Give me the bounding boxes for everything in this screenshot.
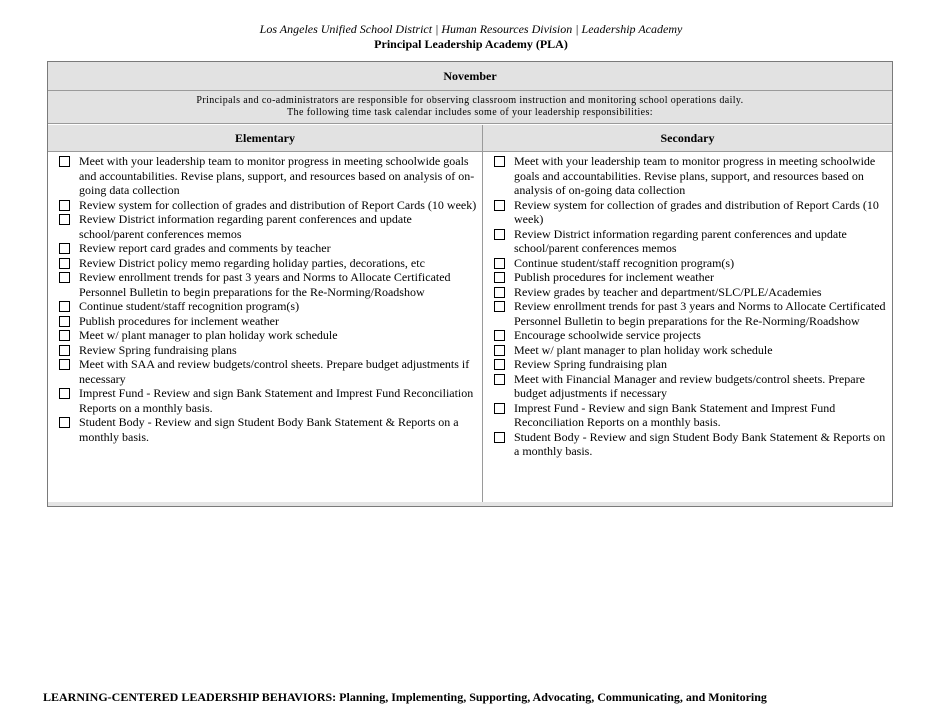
intro-text (48, 91, 892, 124)
checkbox[interactable] (494, 200, 505, 211)
task-text: Continue student/staff recognition program(s) (514, 255, 735, 270)
checkbox[interactable] (59, 272, 70, 283)
task-calendar-table (47, 61, 893, 507)
checkbox[interactable] (494, 272, 505, 283)
task-text: Continue student/staff recognition program(s) (79, 299, 300, 313)
task-text: Review system for collection of grades and distribution of Report Cards (10 week) (79, 197, 477, 212)
task-text: Review grades by teacher and department/SLC/PLE/Academies (514, 284, 822, 299)
checkbox[interactable] (494, 432, 505, 443)
checkbox[interactable] (494, 330, 505, 341)
checkbox[interactable] (59, 301, 70, 312)
checkbox[interactable] (494, 359, 505, 370)
checkbox[interactable] (494, 287, 505, 298)
secondary-task-item (494, 285, 886, 300)
elementary-task-item (59, 357, 479, 386)
month-header: November (48, 62, 892, 91)
task-text: Encourage schoolwide service projects (514, 328, 701, 342)
secondary-task-item (494, 154, 886, 198)
task-text: Publish procedures for inclement weather (514, 270, 714, 284)
secondary-task-item (494, 270, 886, 285)
checkbox[interactable] (494, 403, 505, 414)
column-headers (48, 125, 892, 152)
checkbox[interactable] (59, 388, 70, 399)
task-text: Student Body - Review and sign Student Body Bank Statement & Reports on a monthly basis. (514, 429, 886, 458)
secondary-task-item (494, 198, 886, 227)
secondary-task-item (494, 343, 886, 358)
checkbox[interactable] (59, 345, 70, 356)
task-text: Imprest Fund - Review and sign Bank Statement and Imprest Fund Reconciliation Reports on a monthly basis. (79, 386, 474, 415)
task-text: Review District policy memo regarding holiday parties, decorations, etc (79, 255, 425, 270)
task-text: Review report card grades and comments by teacher (79, 241, 331, 255)
elementary-task-item (59, 212, 479, 241)
intro-line-1: Principals and co-administrators are responsible for observing classroom instruction and monitoring school operations daily. (196, 95, 744, 106)
elementary-task-item (59, 314, 479, 329)
academy-title: Principal Leadership Academy (PLA) (374, 37, 568, 51)
checkbox[interactable] (59, 316, 70, 327)
checkbox[interactable] (59, 156, 70, 167)
checkbox[interactable] (59, 214, 70, 225)
secondary-task-list (494, 154, 886, 459)
secondary-task-item (494, 256, 886, 271)
task-text: Imprest Fund - Review and sign Bank Statement and Imprest Fund Reconciliation Reports on a monthly basis. (514, 400, 836, 429)
task-text: Review District information regarding parent conferences and update school/parent conferences memos (79, 212, 412, 241)
secondary-header: Secondary (660, 131, 715, 145)
secondary-task-item (494, 430, 886, 459)
task-text: Meet with your leadership team to monitor progress in meeting schoolwide goals and accountabilities. Revise plans, support, and resources based on analysis of on-going data collection (514, 154, 876, 197)
task-text: Review Spring fundraising plans (79, 342, 237, 357)
checkbox[interactable] (59, 258, 70, 269)
district-header: Los Angeles Unified School District | Human Resources Division | Leadership Academy (259, 22, 683, 36)
checkbox[interactable] (494, 258, 505, 269)
checkbox[interactable] (59, 330, 70, 341)
elementary-task-item (59, 241, 479, 256)
elementary-task-item (59, 256, 479, 271)
elementary-task-item (59, 343, 479, 358)
task-text: Review enrollment trends for past 3 years and Norms to Allocate Certificated Personnel Bulletin to begin preparations for the Re-Norming/Roadshow (514, 299, 886, 328)
elementary-task-item (59, 270, 479, 299)
task-text: Review District information regarding parent conferences and update school/parent conferences memos (514, 226, 847, 255)
checkbox[interactable] (59, 417, 70, 428)
elementary-header: Elementary (235, 131, 295, 145)
task-text: Meet w/ plant manager to plan holiday work schedule (514, 342, 773, 357)
checkbox[interactable] (59, 243, 70, 254)
secondary-task-item (494, 401, 886, 430)
task-text: Review system for collection of grades and distribution of Report Cards (10 week) (514, 197, 879, 226)
task-text: Meet with SAA and review budgets/control sheets. Prepare budget adjustments if necessary (79, 357, 470, 386)
checkbox[interactable] (494, 301, 505, 312)
checkbox[interactable] (494, 374, 505, 385)
elementary-task-item (59, 386, 479, 415)
task-text: Review Spring fundraising plan (514, 357, 667, 371)
checkbox[interactable] (494, 229, 505, 240)
secondary-task-item (494, 372, 886, 401)
elementary-task-item (59, 154, 479, 198)
column-divider (482, 125, 483, 506)
elementary-task-item (59, 415, 479, 444)
intro-line-2: The following time task calendar includes some of your leadership responsibilities: (287, 107, 653, 118)
task-text: Meet w/ plant manager to plan holiday work schedule (79, 328, 338, 342)
footer-behaviors: LEARNING-CENTERED LEADERSHIP BEHAVIORS: Planning, Implementing, Supporting, Advocating, Communicating, and Monitoring (43, 690, 767, 704)
elementary-task-item (59, 328, 479, 343)
task-text: Meet with Financial Manager and review budgets/control sheets. Prepare budget adjustments if necessary (514, 371, 865, 400)
secondary-task-item (494, 357, 886, 372)
elementary-task-list (59, 154, 479, 444)
secondary-task-item (494, 299, 886, 328)
table-bottom-band (48, 502, 892, 506)
checkbox[interactable] (59, 359, 70, 370)
checkbox[interactable] (59, 200, 70, 211)
task-text: Meet with your leadership team to monitor progress in meeting schoolwide goals and accountabilities. Revise plans, support, and resources based on analysis of on-going data collection (79, 154, 475, 197)
checkbox[interactable] (494, 156, 505, 167)
secondary-task-item (494, 227, 886, 256)
task-text: Publish procedures for inclement weather (79, 313, 279, 328)
task-text: Review enrollment trends for past 3 years and Norms to Allocate Certificated Personnel Bulletin to begin preparations for the Re-Norming/Roadshow (79, 270, 451, 299)
task-text: Student Body - Review and sign Student Body Bank Statement & Reports on a monthly basis. (79, 415, 459, 444)
checkbox[interactable] (494, 345, 505, 356)
elementary-task-item (59, 198, 479, 213)
secondary-task-item (494, 328, 886, 343)
elementary-task-item (59, 299, 479, 314)
